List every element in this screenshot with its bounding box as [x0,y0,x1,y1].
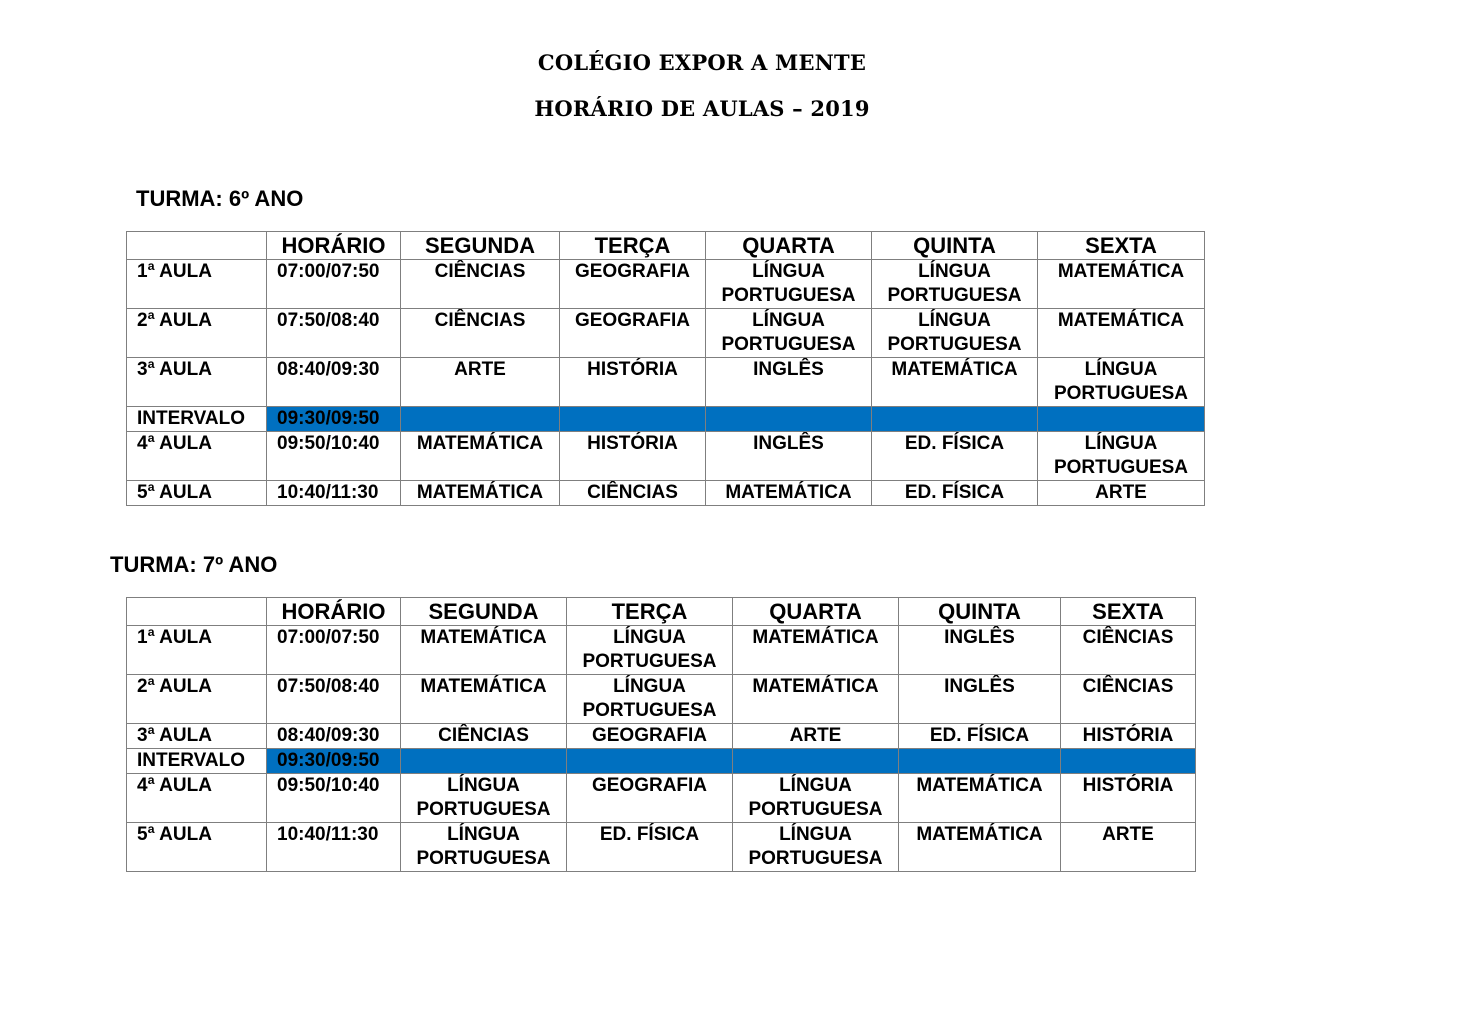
header-row [127,598,1196,626]
header-cell: SEGUNDA [401,232,560,260]
period-label: 5ª AULA [127,481,267,506]
subject-cell: ARTE [733,724,899,749]
period-label: 1ª AULA [127,260,267,309]
period-label: 2ª AULA [127,309,267,358]
school-name: COLÉGIO EXPOR A MENTE [537,50,867,75]
subject-cell: CIÊNCIAS [401,309,560,358]
table-row [127,358,1205,407]
subject-cell: MATEMÁTICA [733,626,899,675]
period-label: INTERVALO [127,407,267,432]
period-label: 3ª AULA [127,358,267,407]
subject-cell: MATEMÁTICA [401,675,567,724]
subject-cell: ED. FÍSICA [899,724,1061,749]
subject-cell [872,407,1038,432]
period-label: 1ª AULA [127,626,267,675]
period-label: 4ª AULA [127,774,267,823]
subject-cell [899,749,1061,774]
subject-cell: ARTE [1061,823,1196,872]
subject-cell: CIÊNCIAS [560,481,706,506]
subject-cell [706,407,872,432]
subject-cell: GEOGRAFIA [567,724,733,749]
subject-cell: LÍNGUA PORTUGUESA [567,626,733,675]
subject-cell: MATEMÁTICA [706,481,872,506]
period-label: 2ª AULA [127,675,267,724]
subject-cell: INGLÊS [706,358,872,407]
subject-cell: LÍNGUA PORTUGUESA [706,309,872,358]
header-cell: HORÁRIO [267,232,401,260]
subject-cell: MATEMÁTICA [733,675,899,724]
subject-cell: LÍNGUA PORTUGUESA [733,823,899,872]
table-row [127,260,1205,309]
table-row [127,675,1196,724]
table-row [127,774,1196,823]
period-time: 09:50/10:40 [267,774,401,823]
period-time: 07:00/07:50 [267,260,401,309]
subject-cell [733,749,899,774]
period-time: 09:30/09:50 [267,407,401,432]
header-cell: SEXTA [1038,232,1205,260]
subject-cell: INGLÊS [706,432,872,481]
subject-cell: GEOGRAFIA [560,260,706,309]
period-label: 5ª AULA [127,823,267,872]
subject-cell: MATEMÁTICA [401,432,560,481]
subject-cell [401,407,560,432]
header-cell: SEXTA [1061,598,1196,626]
subject-cell: CIÊNCIAS [401,260,560,309]
subject-cell: GEOGRAFIA [560,309,706,358]
period-time: 10:40/11:30 [267,823,401,872]
period-time: 07:00/07:50 [267,626,401,675]
subject-cell: LÍNGUA PORTUGUESA [567,675,733,724]
period-time: 10:40/11:30 [267,481,401,506]
header-cell: QUINTA [899,598,1061,626]
schedule-table-6 [126,231,1205,506]
subject-cell: CIÊNCIAS [1061,675,1196,724]
subject-cell: MATEMÁTICA [1038,260,1205,309]
header-cell [127,232,267,260]
subject-cell: ED. FÍSICA [567,823,733,872]
subject-cell: ED. FÍSICA [872,432,1038,481]
header-cell: TERÇA [560,232,706,260]
period-time: 07:50/08:40 [267,309,401,358]
subject-cell: ARTE [401,358,560,407]
subject-cell: LÍNGUA PORTUGUESA [401,774,567,823]
table-row [127,626,1196,675]
subject-cell: MATEMÁTICA [899,823,1061,872]
header-cell: HORÁRIO [267,598,401,626]
subject-cell: CIÊNCIAS [401,724,567,749]
subject-cell: GEOGRAFIA [567,774,733,823]
subject-cell [560,407,706,432]
table-row [127,432,1205,481]
period-label: 4ª AULA [127,432,267,481]
subject-cell: MATEMÁTICA [899,774,1061,823]
subject-cell: LÍNGUA PORTUGUESA [872,260,1038,309]
subject-cell: LÍNGUA PORTUGUESA [706,260,872,309]
subject-cell: LÍNGUA PORTUGUESA [872,309,1038,358]
subject-cell: MATEMÁTICA [1038,309,1205,358]
header-cell: QUINTA [872,232,1038,260]
subject-cell [1038,407,1205,432]
table-row [127,309,1205,358]
class-title-7: TURMA: 7º ANO [110,552,278,577]
header-cell: QUARTA [733,598,899,626]
table-row [127,823,1196,872]
subject-cell: MATEMÁTICA [401,626,567,675]
header-cell: SEGUNDA [401,598,567,626]
subject-cell: LÍNGUA PORTUGUESA [401,823,567,872]
subject-cell [1061,749,1196,774]
header-row [127,232,1205,260]
subject-cell: INGLÊS [899,675,1061,724]
table-row [127,724,1196,749]
class-title-6: TURMA: 6º ANO [136,186,304,211]
subject-cell: INGLÊS [899,626,1061,675]
period-label: 3ª AULA [127,724,267,749]
subject-cell: MATEMÁTICA [872,358,1038,407]
header-cell: TERÇA [567,598,733,626]
subject-cell: LÍNGUA PORTUGUESA [1038,432,1205,481]
subject-cell: LÍNGUA PORTUGUESA [733,774,899,823]
subject-cell: CIÊNCIAS [1061,626,1196,675]
subject-cell [401,749,567,774]
subject-cell [567,749,733,774]
subject-cell: HISTÓRIA [560,432,706,481]
subject-cell: HISTÓRIA [1061,774,1196,823]
schedule-table-7 [126,597,1196,872]
header-cell [127,598,267,626]
interval-row [127,749,1196,774]
subject-cell: ARTE [1038,481,1205,506]
subject-cell: HISTÓRIA [1061,724,1196,749]
subject-cell: ED. FÍSICA [872,481,1038,506]
interval-row [127,407,1205,432]
table-row [127,481,1205,506]
schedule-subtitle: HORÁRIO DE AULAS – 2019 [534,96,870,121]
header-cell: QUARTA [706,232,872,260]
subject-cell: MATEMÁTICA [401,481,560,506]
period-time: 07:50/08:40 [267,675,401,724]
period-time: 09:50/10:40 [267,432,401,481]
subject-cell: HISTÓRIA [560,358,706,407]
period-time: 09:30/09:50 [267,749,401,774]
period-time: 08:40/09:30 [267,358,401,407]
period-time: 08:40/09:30 [267,724,401,749]
period-label: INTERVALO [127,749,267,774]
subject-cell: LÍNGUA PORTUGUESA [1038,358,1205,407]
